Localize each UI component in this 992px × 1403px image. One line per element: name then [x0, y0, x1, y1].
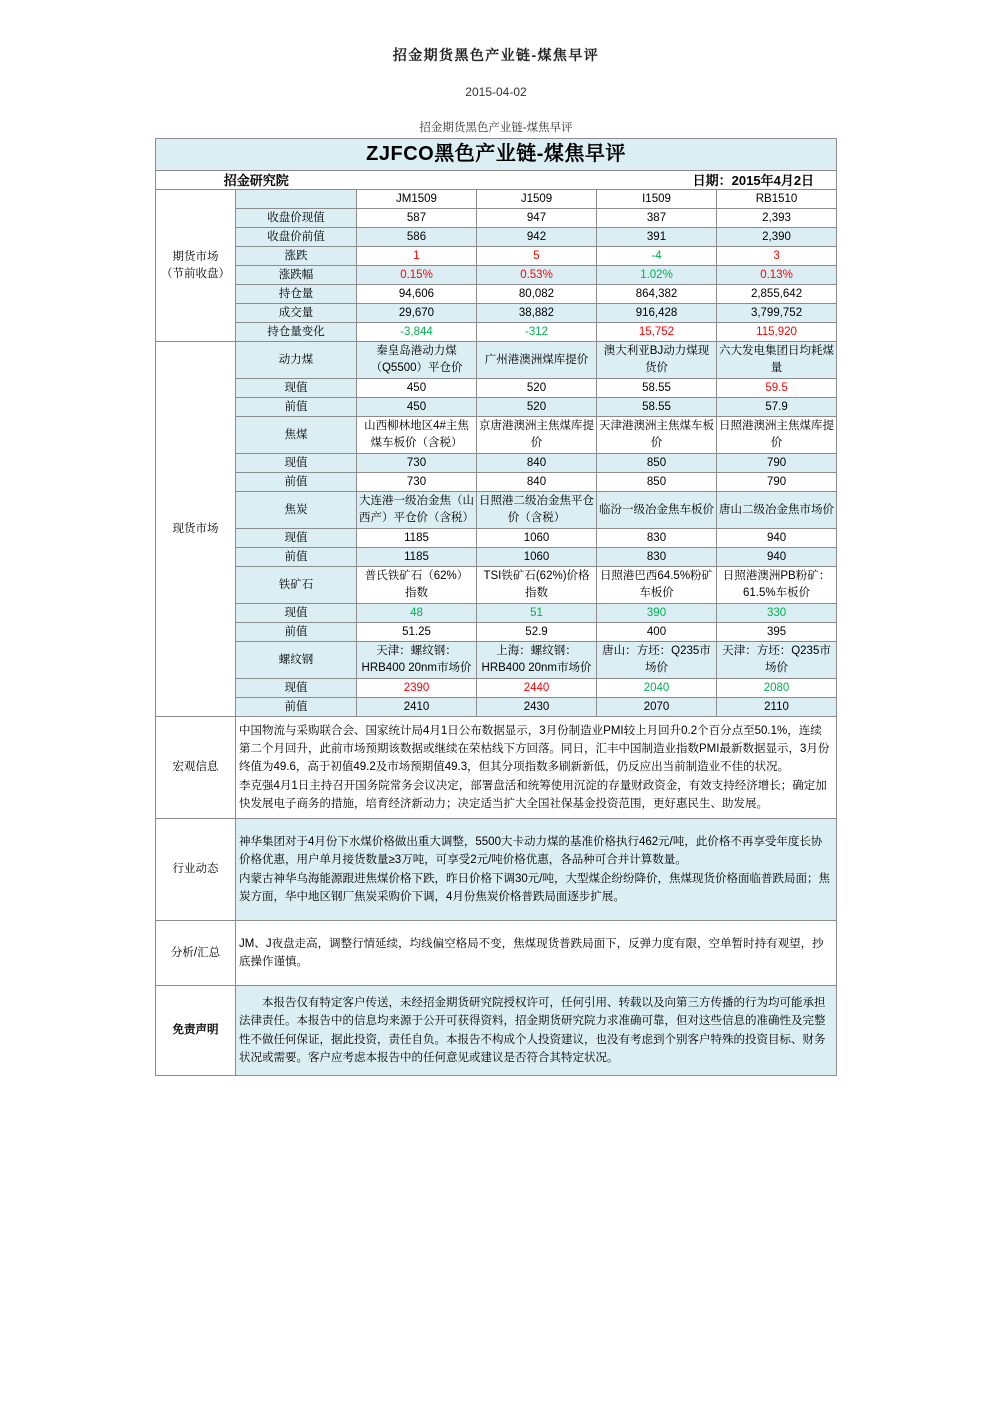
- spot-current-value: 2080: [717, 679, 837, 698]
- spot-previous-value: 1185: [357, 548, 477, 567]
- spot-current-value: 48: [357, 604, 477, 623]
- futures-value: 387: [597, 209, 717, 228]
- spot-previous-value: 520: [477, 398, 597, 417]
- document-date: 2015-04-02: [465, 85, 527, 99]
- spot-current-value: 330: [717, 604, 837, 623]
- spot-item-name: 上海：螺纹钢：HRB400 20nm市场价: [477, 642, 597, 679]
- spot-previous-value: 730: [357, 473, 477, 492]
- spot-current-row: [156, 529, 837, 548]
- futures-row: [156, 304, 837, 323]
- futures-value: 115,920: [717, 323, 837, 342]
- disclaimer-row: [156, 986, 837, 1076]
- industry-row: [156, 819, 837, 921]
- futures-value: 1.02%: [597, 266, 717, 285]
- industry-paragraph: 神华集团对于4月份下水煤价格做出重大调整，5500大卡动力煤的基准价格执行462元/吨，此价格不再享受年度长协价格优惠，用户单月接货数量≥3万吨，可享受2元/吨价格优惠，各品种可合并计算数量。: [239, 835, 823, 867]
- spot-item-row: [156, 342, 837, 379]
- futures-value: 94,606: [357, 285, 477, 304]
- spot-item-name: 天津：方坯：Q235市场价: [717, 642, 837, 679]
- futures-value: 80,082: [477, 285, 597, 304]
- spot-item-row: [156, 492, 837, 529]
- report-date: 日期：2015年4月2日: [357, 171, 837, 190]
- spot-previous-value: 2110: [717, 698, 837, 717]
- spot-current-value: 850: [597, 454, 717, 473]
- futures-row-label: 持仓量: [236, 285, 357, 304]
- futures-row: [156, 266, 837, 285]
- spot-current-value: 51: [477, 604, 597, 623]
- spot-previous-value: 1060: [477, 548, 597, 567]
- futures-value: 15,752: [597, 323, 717, 342]
- spot-group-label: 焦煤: [236, 417, 357, 454]
- futures-value: 2,390: [717, 228, 837, 247]
- spot-current-value: 59.5: [717, 379, 837, 398]
- futures-value: -4: [597, 247, 717, 266]
- industry-paragraph: 内蒙古神华乌海能源跟进焦煤价格下跌，昨日价格下调30元/吨，大型煤企纷纷降价，焦煤现货价格面临普跌局面；焦炭方面，华中地区钢厂焦炭采购价下调，4月份焦炭价格普跌局面逐步扩展。: [239, 872, 830, 903]
- spot-current-value: 450: [357, 379, 477, 398]
- futures-section-label: [156, 190, 236, 342]
- futures-value: -312: [477, 323, 597, 342]
- futures-row: [156, 247, 837, 266]
- contract-code: J1509: [477, 190, 597, 209]
- futures-value: 29,670: [357, 304, 477, 323]
- disclaimer-paragraph: 本报告仅有特定客户传送，未经招金期货研究院授权许可，任何引用、转载以及向第三方传播的行为均可能承担法律责任。本报告中的信息均来源于公开可获得资料，招金期货研究院力求准确可靠，但对这些信息的准确性及完整性不做任何保证，据此投资，责任自负。本报告不构成个人投资建议，也没有考虑到个别客户特殊的投资目标、财务状况或需要。客户应考虑本报告中的任何意见或建议是否符合其特定状况。: [239, 996, 826, 1064]
- spot-previous-label: 前值: [236, 623, 357, 642]
- macro-label: 宏观信息: [156, 717, 236, 819]
- report-table: [155, 138, 837, 1076]
- spot-current-value: 58.55: [597, 379, 717, 398]
- spot-group-label: 动力煤: [236, 342, 357, 379]
- spot-item-name: 秦皇岛港动力煤（Q5500）平仓价: [357, 342, 477, 379]
- spot-previous-value: 790: [717, 473, 837, 492]
- spot-section-label: 现货市场: [156, 342, 236, 717]
- futures-row-label: 成交量: [236, 304, 357, 323]
- spot-current-row: [156, 454, 837, 473]
- spot-previous-value: 395: [717, 623, 837, 642]
- spot-item-name: 临汾一级冶金焦车板价: [597, 492, 717, 529]
- macro-row: [156, 717, 837, 819]
- futures-section-note: （节前收盘）: [161, 267, 230, 280]
- spot-current-label: 现值: [236, 529, 357, 548]
- spot-current-label: 现值: [236, 679, 357, 698]
- spot-current-value: 940: [717, 529, 837, 548]
- futures-row: [156, 323, 837, 342]
- futures-value: 1: [357, 247, 477, 266]
- spot-item-name: 天津港澳洲主焦煤车板价: [597, 417, 717, 454]
- futures-header-row: [156, 190, 837, 209]
- spot-previous-value: 2430: [477, 698, 597, 717]
- document-title: 招金期货黑色产业链-煤焦早评: [392, 47, 600, 63]
- spot-item-row: [156, 567, 837, 604]
- futures-value: 864,382: [597, 285, 717, 304]
- spot-previous-value: 58.55: [597, 398, 717, 417]
- spot-current-value: 1060: [477, 529, 597, 548]
- spot-current-label: 现值: [236, 604, 357, 623]
- futures-row-label: 涨跌幅: [236, 266, 357, 285]
- futures-row-label: 收盘价前值: [236, 228, 357, 247]
- macro-content: [236, 717, 837, 819]
- spot-current-label: 现值: [236, 454, 357, 473]
- futures-header-blank: [236, 190, 357, 209]
- macro-paragraph: 李克强4月1日主持召开国务院常务会议决定，部署盘活和统筹使用沉淀的存量财政资金，有效支持经济增长；确定加快发展电子商务的措施，培育经济新动力；决定适当扩大全国社保基金投资范围，更好惠民生、助发展。: [239, 779, 827, 810]
- disclaimer-content: [236, 986, 837, 1076]
- spot-current-row: [156, 604, 837, 623]
- spot-item-name: 唐山二级冶金焦市场价: [717, 492, 837, 529]
- spot-current-value: 830: [597, 529, 717, 548]
- spot-previous-value: 2070: [597, 698, 717, 717]
- analysis-label: 分析/汇总: [156, 921, 236, 986]
- spot-item-name: 京唐港澳洲主焦煤库提价: [477, 417, 597, 454]
- industry-content: [236, 819, 837, 921]
- futures-row: [156, 209, 837, 228]
- spot-item-name: 普氏铁矿石（62%）指数: [357, 567, 477, 604]
- institute-name: 招金研究院: [156, 171, 357, 190]
- spot-previous-value: 52.9: [477, 623, 597, 642]
- spot-item-name: 日照港澳洲主焦煤库提价: [717, 417, 837, 454]
- futures-value: 586: [357, 228, 477, 247]
- futures-value: 0.53%: [477, 266, 597, 285]
- futures-row-label: 涨跌: [236, 247, 357, 266]
- spot-item-name: 唐山：方坯：Q235市场价: [597, 642, 717, 679]
- futures-value: 0.13%: [717, 266, 837, 285]
- disclaimer-label: 免责声明: [156, 986, 236, 1076]
- futures-section-title: 期货市场: [172, 250, 219, 263]
- futures-value: 587: [357, 209, 477, 228]
- spot-item-name: 广州港澳洲煤库提价: [477, 342, 597, 379]
- spot-previous-value: 450: [357, 398, 477, 417]
- contract-code: I1509: [597, 190, 717, 209]
- spot-item-row: [156, 642, 837, 679]
- spot-group-label: 焦炭: [236, 492, 357, 529]
- futures-row: [156, 285, 837, 304]
- spot-current-value: 2390: [357, 679, 477, 698]
- spot-previous-value: 940: [717, 548, 837, 567]
- spot-previous-row: [156, 698, 837, 717]
- spot-item-name: 天津：螺纹钢：HRB400 20nm市场价: [357, 642, 477, 679]
- spot-current-value: 730: [357, 454, 477, 473]
- spot-previous-value: 400: [597, 623, 717, 642]
- spot-previous-value: 2410: [357, 698, 477, 717]
- futures-value: 942: [477, 228, 597, 247]
- spot-previous-label: 前值: [236, 398, 357, 417]
- spot-current-value: 390: [597, 604, 717, 623]
- industry-label: 行业动态: [156, 819, 236, 921]
- report-banner: ZJFCO黑色产业链-煤焦早评: [156, 139, 837, 171]
- futures-value: 947: [477, 209, 597, 228]
- analysis-content: [236, 921, 837, 986]
- spot-previous-label: 前值: [236, 473, 357, 492]
- spot-previous-row: [156, 473, 837, 492]
- futures-value: 2,855,642: [717, 285, 837, 304]
- futures-value: 3: [717, 247, 837, 266]
- futures-value: 38,882: [477, 304, 597, 323]
- spot-item-name: 山西柳林地区4#主焦煤车板价（含税）: [357, 417, 477, 454]
- spot-previous-value: 51.25: [357, 623, 477, 642]
- spot-item-name: 澳大利亚BJ动力煤现货价: [597, 342, 717, 379]
- spot-current-label: 现值: [236, 379, 357, 398]
- spot-item-name: 日照港二级冶金焦平仓价（含税）: [477, 492, 597, 529]
- spot-item-name: 六大发电集团日均耗煤量: [717, 342, 837, 379]
- spot-item-name: TSI铁矿石(62%)价格指数: [477, 567, 597, 604]
- spot-current-value: 840: [477, 454, 597, 473]
- spot-item-row: [156, 417, 837, 454]
- futures-value: 0.15%: [357, 266, 477, 285]
- analysis-row: [156, 921, 837, 986]
- spot-previous-row: [156, 623, 837, 642]
- report-caption: 招金期货黑色产业链-煤焦早评: [419, 122, 573, 134]
- info-row: [156, 171, 837, 190]
- report-body: [156, 139, 837, 1076]
- futures-value: 916,428: [597, 304, 717, 323]
- banner-row: [156, 139, 837, 171]
- spot-current-value: 2440: [477, 679, 597, 698]
- spot-item-name: 日照港澳洲PB粉矿：61.5%车板价: [717, 567, 837, 604]
- spot-item-name: 日照港巴西64.5%粉矿车板价: [597, 567, 717, 604]
- spot-previous-row: [156, 548, 837, 567]
- spot-current-value: 1185: [357, 529, 477, 548]
- spot-previous-value: 57.9: [717, 398, 837, 417]
- spot-item-name: 大连港一级冶金焦（山西产）平仓价（含税）: [357, 492, 477, 529]
- contract-code: RB1510: [717, 190, 837, 209]
- spot-current-row: [156, 379, 837, 398]
- spot-group-label: 螺纹钢: [236, 642, 357, 679]
- analysis-paragraph: JM、J夜盘走高，调整行情延续，均线偏空格局不变，焦煤现货普跌局面下，反弹力度有限，空单暂时持有观望，抄底操作谨慎。: [239, 937, 824, 968]
- spot-group-label: 铁矿石: [236, 567, 357, 604]
- spot-previous-label: 前值: [236, 548, 357, 567]
- spot-previous-value: 850: [597, 473, 717, 492]
- futures-value: 2,393: [717, 209, 837, 228]
- contract-code: JM1509: [357, 190, 477, 209]
- spot-previous-value: 830: [597, 548, 717, 567]
- spot-current-value: 790: [717, 454, 837, 473]
- futures-value: -3,844: [357, 323, 477, 342]
- spot-current-value: 2040: [597, 679, 717, 698]
- futures-value: 391: [597, 228, 717, 247]
- futures-row-label: 持仓量变化: [236, 323, 357, 342]
- futures-value: 3,799,752: [717, 304, 837, 323]
- futures-value: 5: [477, 247, 597, 266]
- macro-paragraph: 中国物流与采购联合会、国家统计局4月1日公布数据显示，3月份制造业PMI较上月回升0.2个百分点至50.1%，连续第二个月回升，此前市场预期该数据或继续在荣枯线下方回落。同日，汇丰中国制造业指数PMI最新数据显示，3月份终值为49.6，高于初值49.2及市场预期值49.3，但其分项指数多刷新新低，仍反应出当前制造业不佳的状况。: [239, 724, 830, 774]
- futures-row-label: 收盘价现值: [236, 209, 357, 228]
- spot-current-value: 520: [477, 379, 597, 398]
- futures-row: [156, 228, 837, 247]
- spot-previous-label: 前值: [236, 698, 357, 717]
- spot-current-row: [156, 679, 837, 698]
- spot-previous-value: 840: [477, 473, 597, 492]
- spot-previous-row: [156, 398, 837, 417]
